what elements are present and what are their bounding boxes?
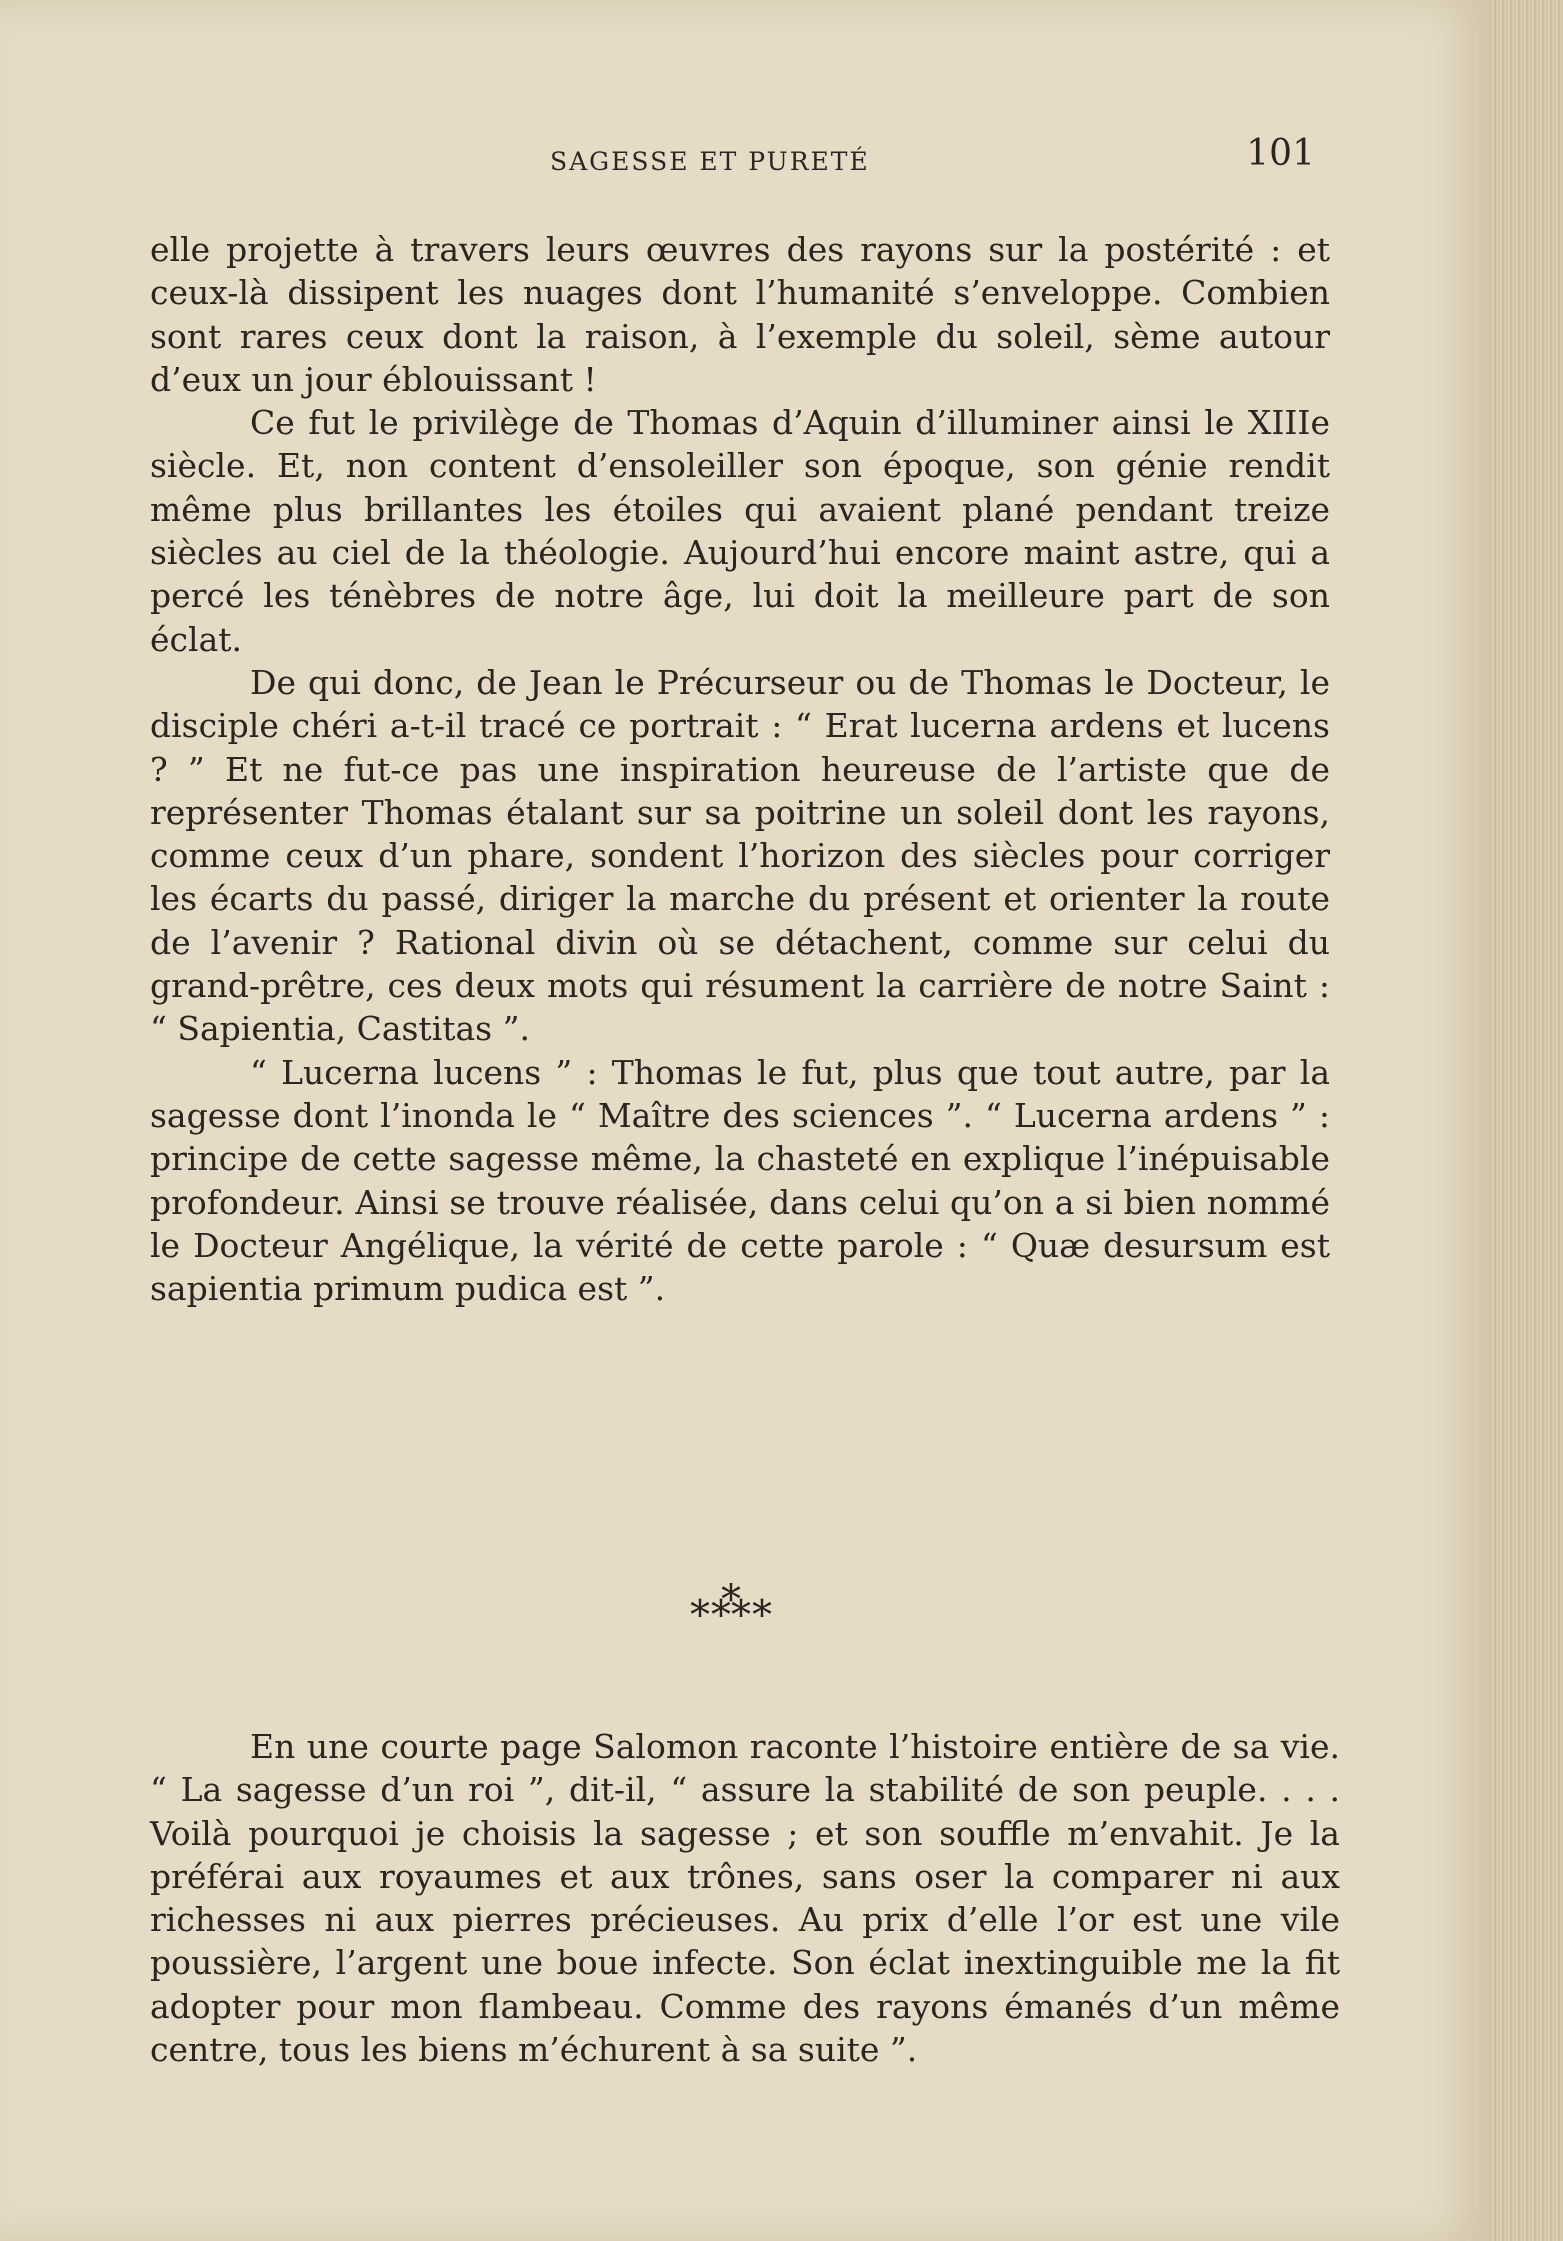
- paragraph-4: “ Lucerna lucens ” : Thomas le fut, plus que tout autre, par la sagesse dont l’inonda le “ Maître des sciences ”. “ Lucerna ardens ” : principe de cette sagesse même, la chasteté en explique l’inépuisable profondeur. Ainsi se trouve réalisée, dans celui qu’on a si bien nommé le Docteur Angélique, la vérité de cette parole : “ Quæ desursum est sapientia primum pudica est ”.: [150, 1052, 1330, 1309]
- paragraph-5: En une courte page Salomon raconte l’histoire entière de sa vie. “ La sagesse d’un roi ”, dit-il, “ assure la stabilité de son peuple. . . . Voilà pourquoi je choisis la sagesse ; et son souffle m’envahit. Je la préférai aux royaumes et aux trônes, sans oser la comparer ni aux richesses ni aux pierres précieuses. Au prix d’elle l’or est une vile poussière, l’argent une boue infecte. Son éclat inextinguible me la fit adopter pour mon flambeau. Comme des rayons émanés d’un même centre, tous les biens m’échurent à sa suite ”.: [150, 1727, 1340, 2070]
- paragraph-1: elle projette à travers leurs œuvres des rayons sur la postérité : et ceux-là dissipent les nuages dont l’humanité s’enveloppe. Combien sont rares ceux dont la raison, à l’exemple du soleil, sème autour d’eux un jour éblouissant !: [150, 230, 1330, 399]
- body-text-continued: [150, 1725, 1340, 2071]
- paragraph-2: Ce fut le privilège de Thomas d’Aquin d’illuminer ainsi le XIIIe siècle. Et, non content d’ensoleiller son époque, son génie rendit même plus brillantes les étoiles qui avaient plané pendant treize siècles au ciel de la théologie. Aujourd’hui encore maint astre, qui a percé les ténèbres de notre âge, lui doit la meilleure part de son éclat.: [150, 403, 1330, 659]
- page-edge-stack: [1490, 0, 1563, 2241]
- paragraph-3: De qui donc, de Jean le Précurseur ou de Thomas le Docteur, le disciple chéri a-t-il tracé ce portrait : “ Erat lucerna ardens et lucens ? ” Et ne fut-ce pas une inspiration heureuse de l’artiste que de représenter Thomas étalant sur sa poitrine un soleil dont les rayons, comme ceux d’un phare, sondent l’horizon des siècles pour corriger les écarts du passé, diriger la marche du présent et orienter la route de l’avenir ? Rational divin où se détachent, comme sur celui du grand-prêtre, ces deux mots qui résument la carrière de notre Saint : “ Sapientia, Castitas ”.: [150, 662, 1330, 1049]
- page-header: [150, 133, 1315, 183]
- body-text: [150, 228, 1330, 1310]
- page-number: 101: [1246, 133, 1315, 174]
- asterism-divider: ⁎⁂⁎: [690, 1580, 773, 1626]
- running-title: SAGESSE ET PURETÉ: [550, 147, 870, 176]
